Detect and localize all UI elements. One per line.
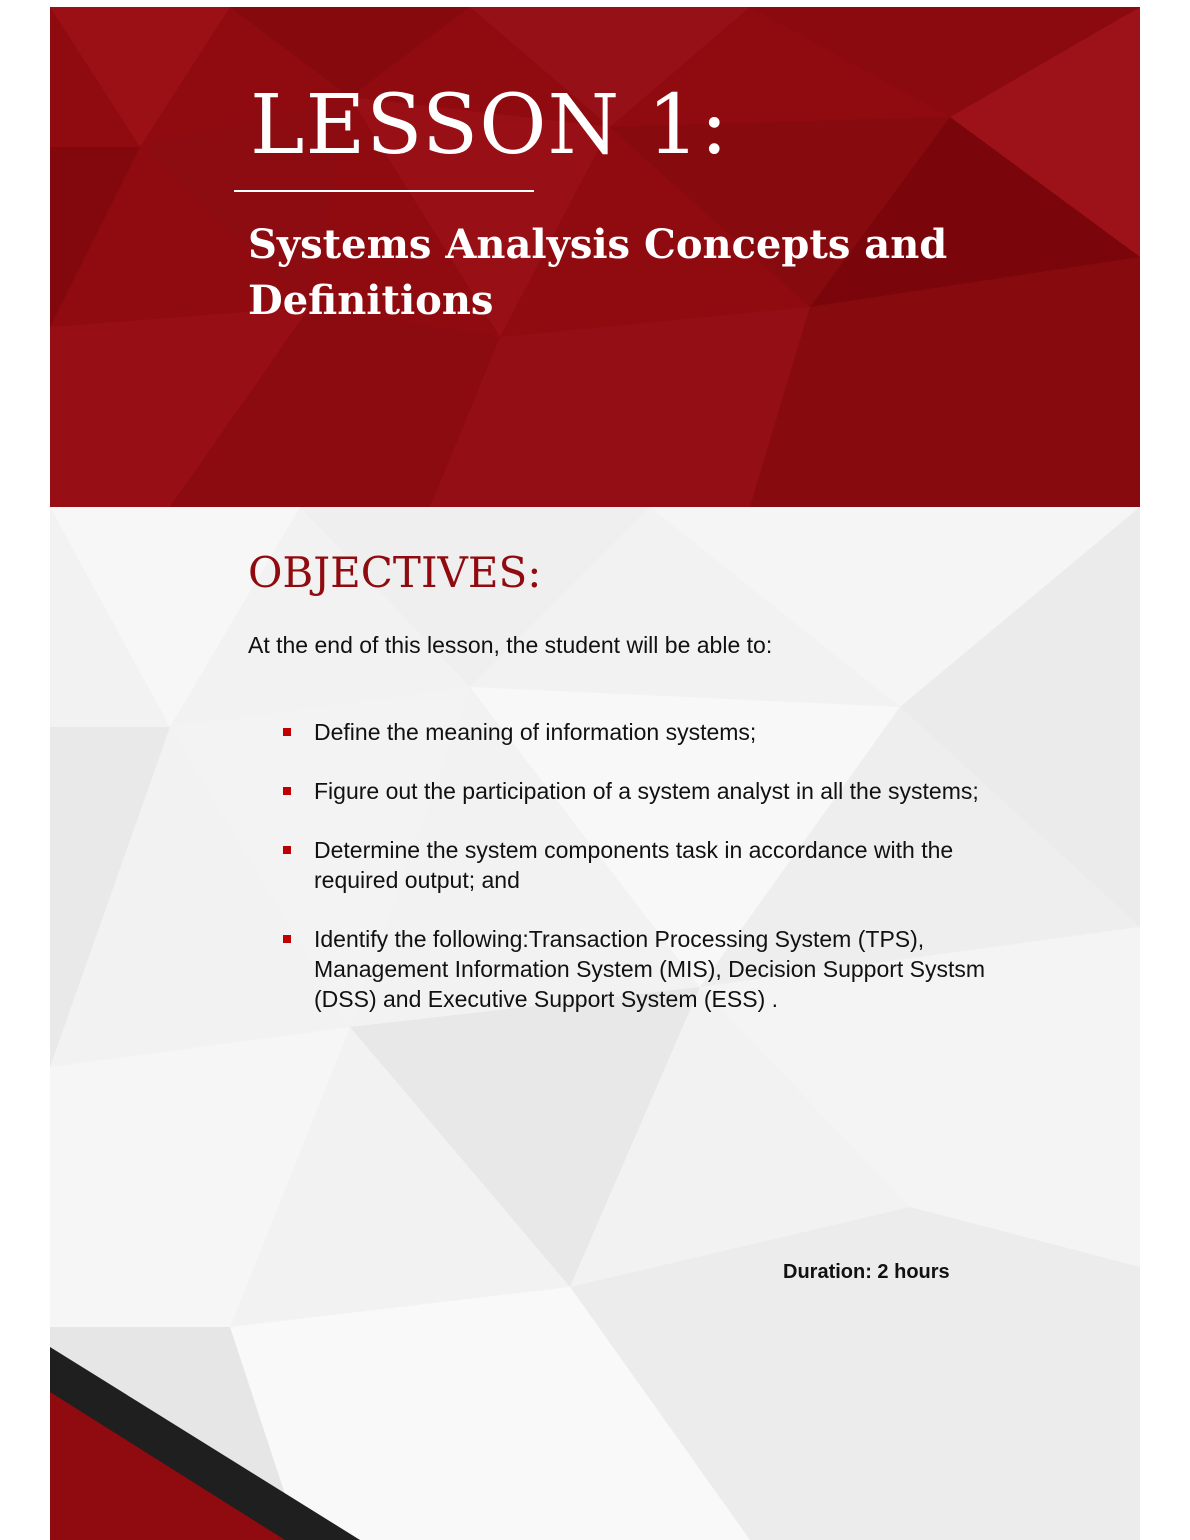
title-divider: [234, 190, 534, 192]
objective-item: [280, 835, 1040, 895]
square-bullet-icon: [283, 935, 291, 943]
objectives-intro: At the end of this lesson, the student will be able to:: [248, 632, 773, 658]
objective-text: Determine the system components task in accordance with the required output; and: [314, 837, 954, 893]
lesson-title: LESSON 1:: [250, 78, 730, 173]
objective-text: Figure out the participation of a system analyst in all the systems;: [314, 778, 979, 804]
objectives-list: [280, 717, 1040, 1043]
objective-text: Identify the following:Transaction Processing System (TPS), Management Information System (MIS), Decision Support Systsm (DSS) and Executive Support System (ESS) .: [314, 926, 986, 1012]
square-bullet-icon: [283, 728, 291, 736]
square-bullet-icon: [283, 787, 291, 795]
objective-item: [280, 776, 1040, 806]
objectives-section: [50, 507, 1140, 1540]
objective-item: [280, 924, 1040, 1014]
lesson-subtitle: Systems Analysis Concepts and Definitions: [248, 221, 948, 324]
square-bullet-icon: [283, 846, 291, 854]
duration-label: Duration: 2 hours: [783, 1261, 950, 1283]
objectives-heading: OBJECTIVES:: [248, 548, 542, 597]
objective-item: [280, 717, 1040, 747]
header-band: [50, 7, 1140, 507]
objective-text: Define the meaning of information systems;: [314, 719, 757, 745]
